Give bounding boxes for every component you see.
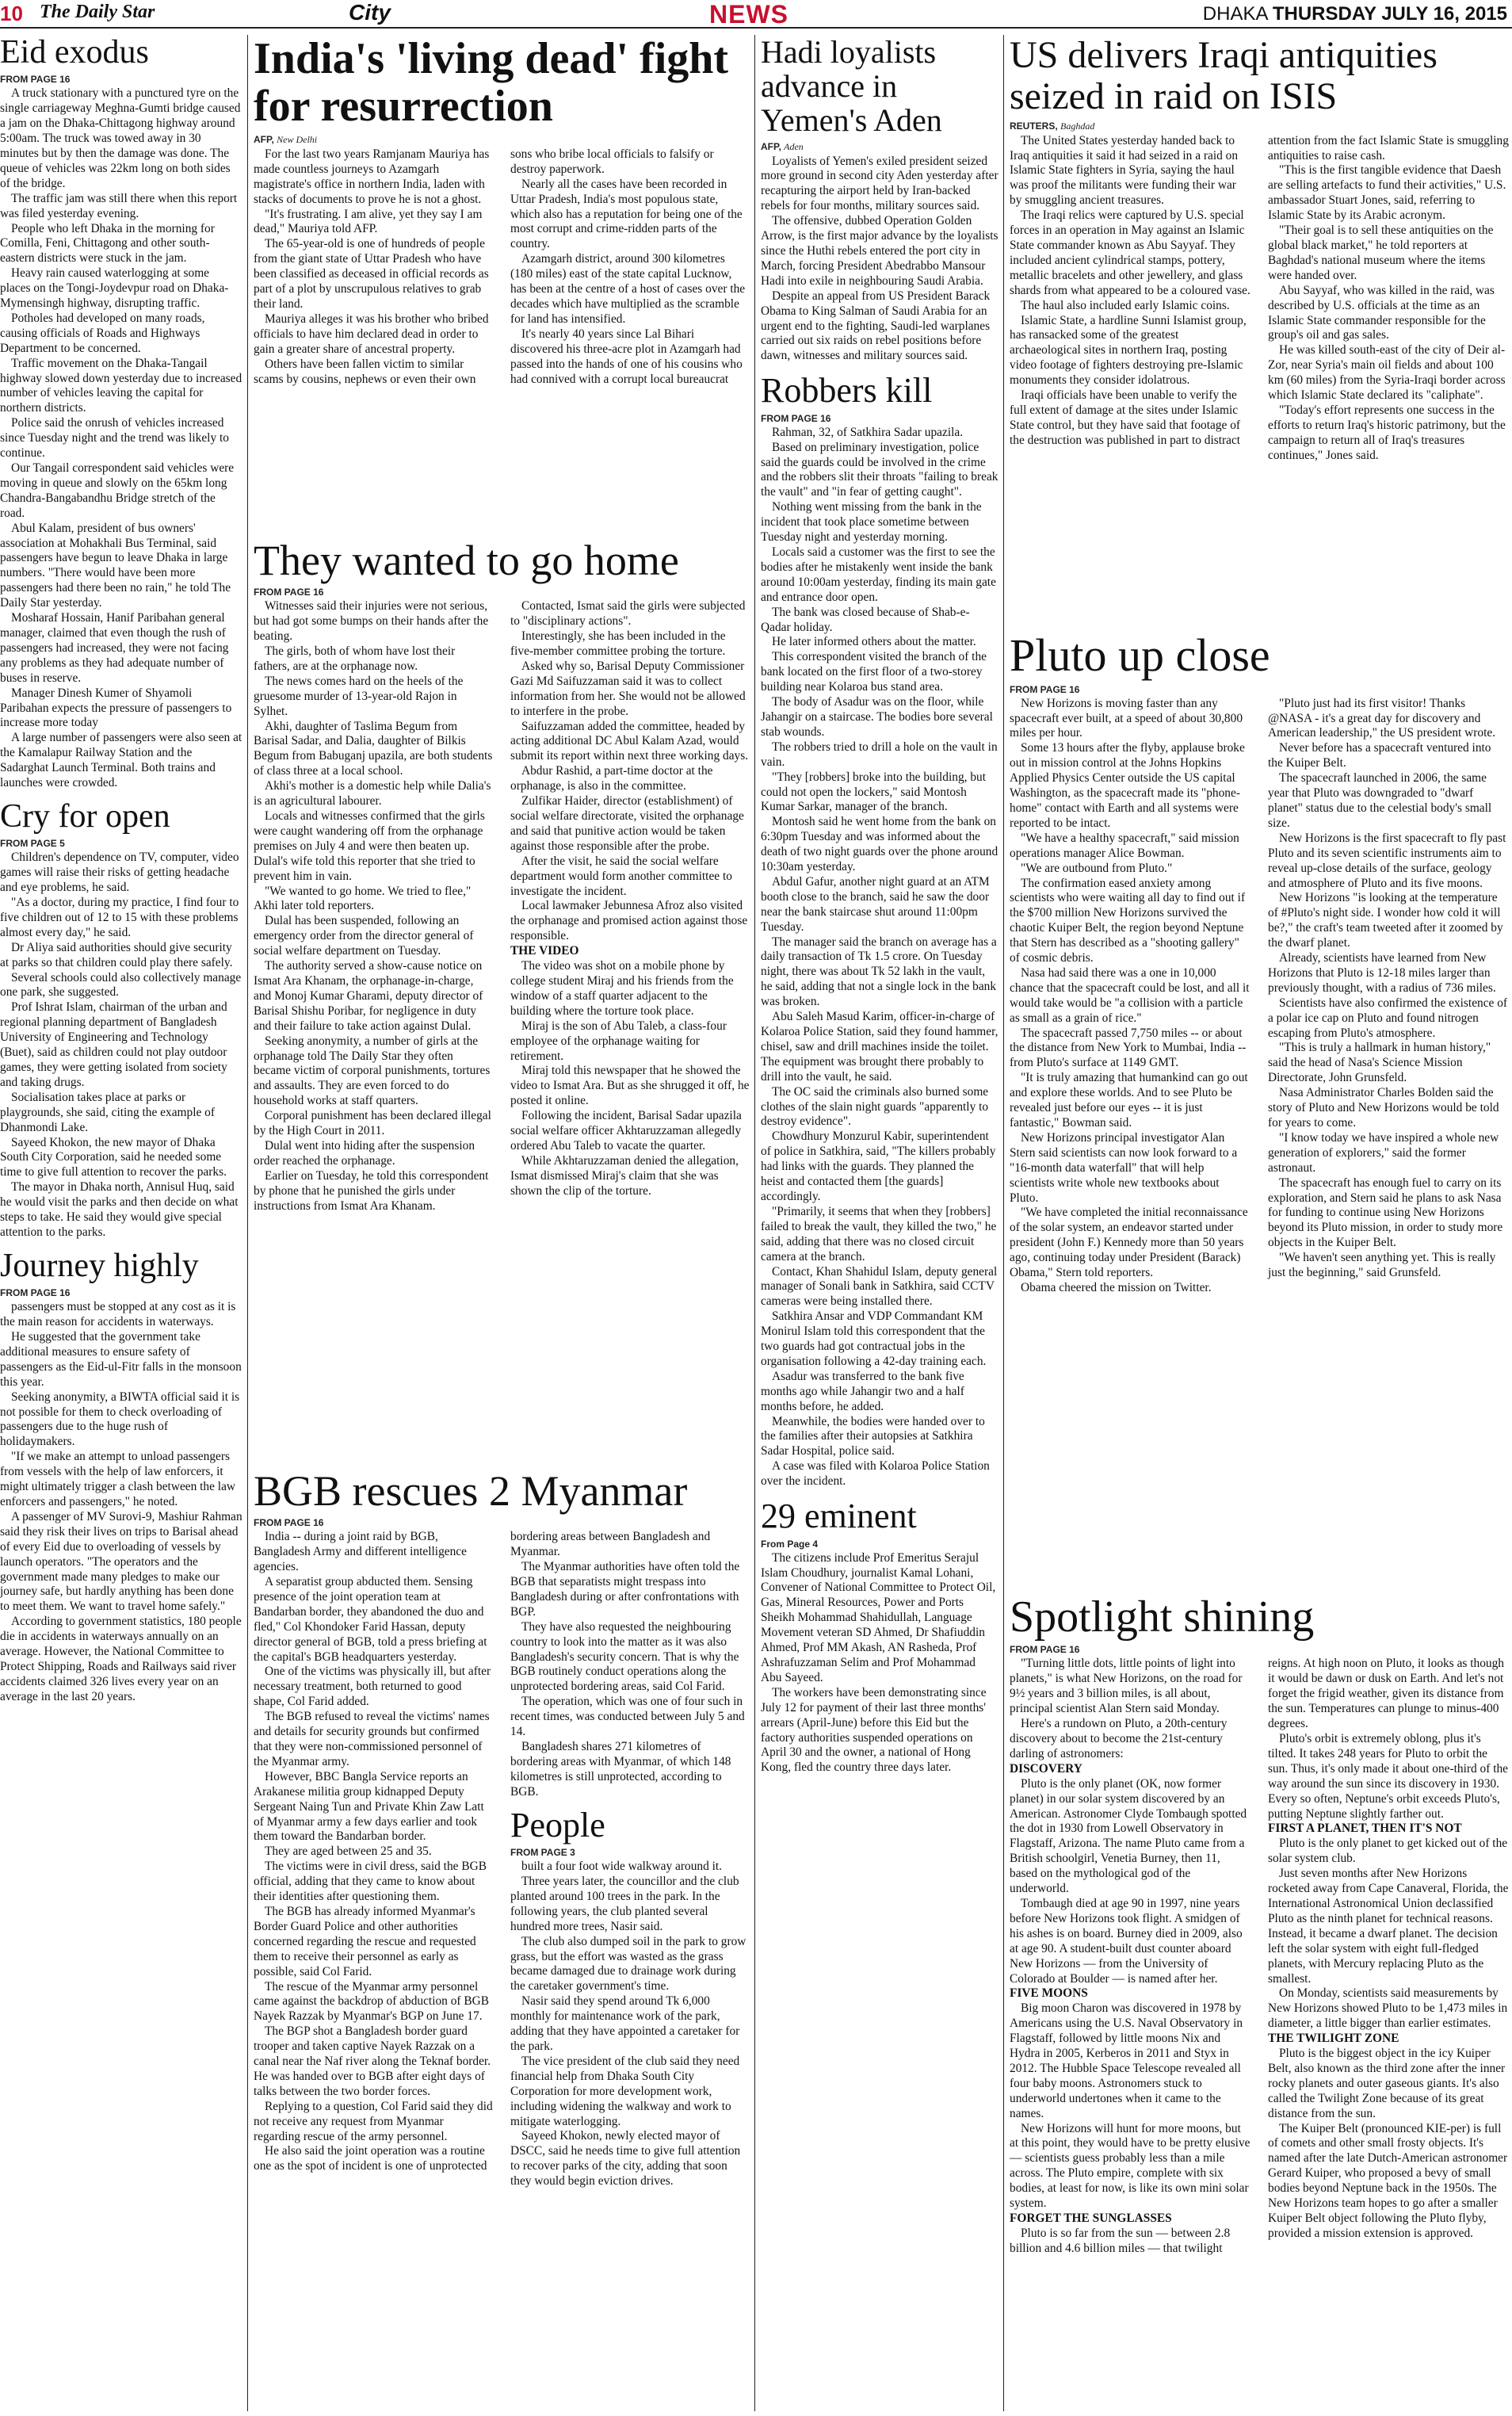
page-number: 10 [0,2,23,25]
source-line: FROM PAGE 16 [0,74,71,86]
paragraph: The traffic jam was still there when this report was filed yesterday evening. [0,191,238,220]
paragraph: Obama cheered the mission on Twitter. [1021,1280,1212,1294]
paragraph: The operation, which was one of four such in recent times, was conducted between July 5 and 14. [510,1695,745,1739]
source-line: FROM PAGE 16 [761,412,831,424]
paragraph: Three years later, the councillor and the club planted around 100 trees in the park. In the following years, the club planted several hundred more trees, Nasir said. [510,1875,739,1933]
headline: Robbers kill [761,371,933,411]
paragraph: The haul also included early Islamic coins. [1021,298,1230,312]
paragraph: Nasa Administrator Charles Bolden said the story of Pluto and New Horizons would be told for years to come. [1268,1086,1499,1130]
paragraph: built a four foot wide walkway around it. [521,1860,723,1874]
paragraph: Contacted, Ismat said the girls were subjected to "disciplinary actions". [510,599,746,629]
paragraph: Pluto is so far from the sun — between 2.8 billion and 4.6 billion miles — that twilight reigns. At high noon on Pluto, it looks as though it would be dawn or dusk on Earth. And let's not forget the frigid weather, given its distance from the sun. Temperatures can plunge to minus-400 degrees. [1010,1657,1504,2255]
story-body [254,1530,750,2410]
paragraph: "I know today we have inspired a whole new generation of explorers," said the former astronaut. [1268,1130,1499,1175]
agency: AFP, [761,140,781,152]
paragraph: The United States yesterday handed back to Iraq antiquities it said it had seized in a raid on Islamic State fighters in Syria, saying the haul was proof the militants were funding their war by smuggling ancient treasures. [1010,133,1239,208]
paragraph: Abdur Rashid, a part-time doctor at the orphanage, is also in the committee. [510,764,713,793]
paragraph: Dr Aliya said authorities should give security at parks so that children could play there safely. [0,940,233,969]
paragraph: On Monday, scientists said measurements by New Horizons showed Pluto to be 1,473 miles in diameter, a little bigger than earlier estimates. [1268,1986,1508,2031]
story-body [1010,134,1509,464]
paragraph: He also said the joint operation was a routine one as the spot of incident is one of unprotected bordering areas between Bangladesh and Myanmar. [254,1530,711,2173]
paragraph: Mosharaf Hossain, Hanif Paribahan general manager, claimed that even though the rush of passengers had increased, they were not facing any problems as they had adequate number of buses in reserve. [0,611,229,685]
page-header [0,0,1512,29]
paragraph: People who left Dhaka in the morning for Comilla, Feni, Chittagong and other south-eastern districts were stuck in the jam. [0,221,215,266]
paragraph: Pluto is the only planet (OK, now former planet) in our solar system discovered by an American. Astronomer Clyde Tombaugh spotted the dot in 1930 from Lowell Observatory in Flagstaff, Arizona. The name Pluto came from a British schoolgirl, Venetia Burney, then 11, based on the mythological god of the underworld. [1010,1776,1247,1896]
paragraph: They have also requested the neighbouring country to look into the matter as it was also Bangladesh's security concern. That is why the BGB routinely conduct operations along the unprotected bordering areas, said Col Farid. [510,1619,739,1694]
story-body [254,147,750,388]
city-name: DHAKA [1202,3,1268,25]
paragraph: The robbers tried to drill a hole on the vault in vain. [761,740,998,769]
paragraph: Abu Sayyaf, who was killed in the raid, was described by U.S. officials at the time as an Islamic State commander responsible for the group's oil and gas sales. [1268,283,1495,342]
story-pluto [1010,631,1509,1582]
story-india [254,35,750,526]
headline: US delivers Iraqi antiquities seized in raid on ISIS [1010,35,1438,117]
paragraphs [1268,2047,1509,2242]
paragraph: Just seven months after New Horizons rocketed away from Cape Canaveral, Florida, the International Astronomical Union declassified Pluto as the ninth planet for technical reasons. Instead, it became a dwarf planet. The decision left the solar system with eight full-fledged planets, with Mercury replacing Pluto as the smallest. [1268,1867,1509,1986]
paragraph: "We haven't seen anything yet. This is really just the beginning," said Grunsfeld. [1268,1251,1496,1280]
paragraph: Nasir said they spend around Tk 6,000 monthly for maintenance work of the park, adding that they have appointed a caretaker for the park. [510,1994,740,2054]
paragraph: Contact, Khan Shahidul Islam, deputy general manager of Sonali bank in Satkhira, said CCTV cameras were being installed there. [761,1264,998,1309]
paragraph: Sayeed Khokon, the new mayor of Dhaka South City Corporation, said he needed some time to give full attention to recover the parks. [0,1135,227,1179]
paragraph: Akhi, daughter of Taslima Begum from Barisal Sadar, and Dalia, daughter of Bilkis Begum from Babuganj upazila, are both students of class three at a local school. [254,719,493,778]
paragraph: A truck stationary with a punctured tyre on the single carriageway Meghna-Gumti bridge caused a jam on the Dhaka-Chittagong highway around 5:00am. The truck was towed away in 30 minutes but by then the damage was done. The queue of vehicles was 22km long on both sides of the bridge. [0,86,241,190]
paragraph: Replying to a question, Col Farid said they did not receive any request from Myanmar regarding rescue of the army personnel. [254,2099,493,2143]
paragraph: The video was shot on a mobile phone by college student Miraj and his friends from the window of a staff quarter adjacent to the building where the torture took place. [510,959,734,1018]
byline [1010,120,1509,132]
dateline [1203,3,1507,25]
paragraph: Locals and witnesses confirmed that the girls were caught wandering off from the orphanage premises on July 4 and were then beaten up. Dulal's wife told this reporter that she tried to prevent him in vain. [254,809,485,883]
subhead: DISCOVERY [1010,1761,1082,1776]
paragraph: "We wanted to go home. We tried to flee," Akhi later told reporters. [254,884,472,913]
byline [761,141,998,153]
story-body [761,1551,998,1776]
story-body [1010,697,1509,1296]
people-paragraphs [510,1860,750,2189]
paragraph: India -- during a joint raid by BGB, Bangladesh Army and different intelligence agencies. [254,1530,467,1574]
headline: Journey highly [0,1247,199,1284]
paragraph: Loyalists of Yemen's exiled president seized more ground in second city Aden yesterday after recapturing the airport held by Iran-backed rebels for four months, military sources said. [761,154,998,213]
paragraph: They are aged between 25 and 35. [265,1844,432,1859]
paragraph: A separatist group abducted them. Sensing presence of the joint operation team at Bandarban border, they abandoned the duo and fled," Col Khondoker Farid Hassan, deputy director general of BGB, told a press briefing at the capital's BGB headquarters yesterday. [254,1575,487,1664]
left-column [0,35,242,2411]
paragraph: "Primarily, it seems that when they [robbers] failed to break the vault, they killed the two," he said, adding that there was no closed circuit camera at the branch. [761,1204,997,1263]
paragraph: The confirmation eased anxiety among scientists who were waiting all day to find out if the $700 million New Horizons survived the chaotic Kuiper Belt, the region beyond Neptune that Stern has described as a "shooting gallery" of cosmic debris. [1010,876,1246,965]
paragraph: Despite an appeal from US President Barack Obama to King Salman of Saudi Arabia for an urgent end to the fighting, Saudi-led warplanes carried out six raids on rebel positions before dawn, witnesses and military sources said. [761,289,991,363]
story-body [0,851,242,1240]
source-line: FROM PAGE 16 [1010,1644,1080,1656]
paragraph: passengers must be stopped at any cost as it is the main reason for accidents in waterways. [0,1300,236,1329]
middle-right-column [761,35,998,2411]
paragraph: He suggested that the government take additional measures to ensure safety of passengers as the Eid-ul-Fitr falls in the monsoon this year. [0,1330,242,1389]
paragraph: Witnesses said their injuries were not serious, but had got some bumps on their hands after the beating. [254,599,489,644]
paragraphs [1010,2001,1250,2211]
paragraph: Pluto is the biggest object in the icy Kuiper Belt, also known as the third zone after the inner rocky planets and outer gaseous giants. It's also called the Twilight Zone because of its great distance from the sun. [1268,2047,1506,2120]
story-spotlight [1010,1593,1509,2411]
paragraph: Following the incident, Barisal Sadar upazila social welfare officer Akhtaruzzaman allegedly ordered Abu Taleb to vacate the quarter. [510,1109,742,1153]
paragraph: The mayor in Dhaka north, Annisul Huq, said he would visit the parks and then decide on what steps to take. He said they would give special attention to the parks. [0,1180,239,1239]
masthead-logo: The Daily Star [40,2,155,22]
paragraph: The workers have been demonstrating since July 12 for payment of their last three months' arrears (April-June) before this Eid but the factory authorities suspended operations on April 30 and the owner, a national of Hong Kong, fled the country three days later. [761,1685,987,1775]
paragraph: Prof Ishrat Islam, chairman of the urban and regional planning department of Bangladesh University of Engineering and Technology (Buet), said as children could not play outdoor games, they were getting isolated from society and taking drugs. [0,1000,227,1089]
paragraph: Locals said a customer was the first to see the bodies after he mistakenly went inside the bank around 10:00am yesterday, finding its main gate and entrance door open. [761,545,996,604]
story-iraq [1010,35,1509,621]
source-line: FROM PAGE 16 [254,587,324,598]
paragraph: Local lawmaker Jebunnesa Afroz also visited the orphanage and promised action against those responsible. [510,899,748,943]
agency: REUTERS, [1010,120,1058,132]
story-wanted [254,537,750,1457]
place: Baghdad [1060,120,1095,132]
source-line: FROM PAGE 5 [0,838,65,850]
source-line: From Page 4 [761,1538,819,1550]
paragraph: New Horizons principal investigator Alan Stern said scientists can now look forward to a "16-month data waterfall" that will help scientists write whole new textbooks about Pluto. [1010,1130,1238,1205]
paragraph: New Horizons will hunt for more moons, but at this point, they would have to be pretty elusive — scientists guess probably less than a mile across. The Pluto empire, complete with six bodies, at least for now, is like its own mini solar system. [1010,2121,1250,2211]
headline: Eid exodus [0,35,149,71]
paragraph: Police said the onrush of vehicles increased since Tuesday night and the trend was likely to continue. [0,416,229,461]
paragraph: Chowdhury Monzurul Kabir, superintendent of police in Satkhira, said, "The killers probably had links with the guards. They planned the heist and contacted them [the guards] accordingly. [761,1130,996,1203]
paragraph: "We have a healthy spacecraft," said mission operations manager Alice Bowman. [1010,831,1239,860]
paragraph: Others have been fallen victim to similar scams by cousins, nephews or even their own sons who bribe local officials to falsify or destroy paperwork. [254,147,714,386]
paragraph: Big moon Charon was discovered in 1978 by Americans using the U.S. Naval Observatory in Flagstaff, followed by little moons Nix and Hydra in 2005, Kerberos in 2011 and Styx in 2012. The Hubble Space Telescope revealed all four baby moons. Astronomers stuck to underworld undertones when it came to the names. [1010,2001,1243,2120]
paragraph: The spacecraft launched in 2006, the same year that Pluto was downgraded to "dwarf planet" status due to the celestial body's small size. [1268,771,1492,830]
paragraph: He was killed south-east of the city of Deir al-Zor, near Syria's main oil fields and about 100 km (60 miles) from the Syria-Iraqi border across which Islamic State declared its "caliphate". [1268,343,1506,403]
headline: Cry for open [0,797,170,835]
paragraph: "Pluto just had its first visitor! Thanks @NASA - it's a great day for discovery and American leadership," the US president wrote. [1268,696,1496,740]
paragraph: The spacecraft has enough fuel to carry on its exploration, and Stern said he plans to ask Nasa for funding to continue using New Horizons beyond its Pluto mission, in order to study more objects in the Kuiper Belt. [1268,1176,1503,1250]
story-body [761,426,998,1489]
paragraph: Rahman, 32, of Satkhira Sadar upazila. [772,425,964,439]
paragraph: Based on preliminary investigation, police said the guards could be involved in the crime and the robbers slit their throats "failing to break the vault" and "in fear of getting caught". [761,440,998,499]
paragraph: The rescue of the Myanmar army personnel came against the backdrop of abduction of BGB Nayek Razzak by Myanmar's BGP on June 17. [254,1979,490,2024]
paragraph: "Turning little dots, little points of light into planets," is what New Horizons, on the road for 9½ years and 3 billion miles, is all about, principal scientist Alan Stern said Monday. [1010,1657,1243,1716]
paragraph: According to government statistics, 180 people die in accidents in waterways annually on an average. However, the National Committee to Protect Shipping, Roads and Railways said river accidents claimed 326 lives every year on an average in the last 20 years. [0,1615,242,1703]
paragraph: This correspondent visited the branch of the bank located on the first floor of a two-storey building near Kolaroa bus stand area. [761,650,987,694]
paragraph: A large number of passengers were also seen at the Kamalapur Railway Station and the Sadarghat Launch Terminal. Both trains and launches were crowded. [0,731,242,790]
paragraph: The club also dumped soil in the park to grow grass, but the effort was wasted as the grass became damaged due to drainage work during the caretaker government's time. [510,1934,746,1994]
paragraph: The manager said the branch on average has a daily transaction of Tk 1.5 crore. On Tuesday night, there was about Tk 52 lakh in the vault, he said, adding that not a single lock in the bank was broken. [761,935,997,1009]
paragraph: "Their goal is to sell these antiquities on the global black market," he told reporters at Baghdad's national museum where the items were handed over. [1268,224,1494,282]
paragraph: Socialisation takes place at parks or playgrounds, she said, citing the example of Dhanmondi Lake. [0,1090,215,1134]
place: New Delhi [277,133,318,145]
paragraph: Abdul Gafur, another night guard at an ATM booth close to the branch, said he saw the door near the bank staircase shut around 11:00pm Tuesday. [761,874,990,934]
paragraph: Dulal went into hiding after the suspension order reached the orphanage. [254,1138,475,1168]
paragraph: The body of Asadur was on the floor, while Jahangir on a staircase. The bodies bore several stab wounds. [761,695,993,739]
paragraph: Potholes had developed on many roads, causing officials of Roads and Highways Department to be concerned. [0,311,205,355]
byline [254,134,750,146]
paragraph: Saifuzzaman added the committee, headed by acting additional DC Abul Kalam Azad, would submit its report within next three working days. [510,719,749,763]
story-journey [0,1248,242,1705]
story-body [254,599,750,1214]
headline: BGB rescues 2 Myanmar [254,1468,688,1515]
headline: 29 eminent [761,1497,917,1536]
column-rule [1003,35,1004,2411]
source-line: FROM PAGE 16 [0,1287,71,1299]
people-headline: People [510,1805,605,1844]
paragraph: The citizens include Prof Emeritus Serajul Islam Choudhury, journalist Kamal Lohani, Convener of National Committee to Protect Oil, Gas, Mineral Resources, Power and Ports Sheikh Mohammad Shahidullah, Language Movement veteran SD Ahmed, Dr Shafiuddin Ahmed, Prof MM Akash, AN Rasheda, Prof Ashrafuzzaman Selim and Prof Mohammad Abu Sayeed. [761,1550,996,1684]
paragraph: "It is truly amazing that humankind can go out and explore these worlds. And to see Pluto be revealed just before our eyes -- it is just fantastic," Bowman said. [1010,1071,1248,1130]
paragraph: The spacecraft passed 7,750 miles -- or about the distance from New York to Mumbai, India -- from Pluto's surface at 1149 GMT. [1010,1026,1247,1070]
paragraph: Corporal punishment has been declared illegal by the High Court in 2011. [254,1109,491,1138]
paragraph: "They [robbers] broke into the building, but could not open the lockers," said Montosh Kumar Sarkar, manager of the branch. [761,770,987,814]
story-eminent [761,1497,998,1776]
paragraph: Manager Dinesh Kumer of Shyamoli Paribahan expects the pressure of passengers to increase more today [0,686,232,730]
paragraph: "If we make an attempt to unload passengers from vessels with the help of law enforcers, it might ultimately trigger a clash between the law enforcers and passengers," he noted. [0,1450,236,1509]
paragraph: Nasa had said there was a one in 10,000 chance that the spacecraft could be lost, and all it would take would be "a collision with a particle as small as a grain of rice." [1010,965,1250,1025]
paragraph: Here's a rundown on Pluto, a 20th-century discovery about to become the 21st-century darling of astronomers: [1010,1717,1228,1760]
story-hadi [761,35,998,364]
paragraph: A passenger of MV Surovi-9, Mashiur Rahman said they risk their lives on trips to Barisal ahead of every Eid due to overloading of vessels by launch operators. "The operators and the government made many pledges to make our journey safe, but hardly anything has been done to meet them. We want to travel home safely." [0,1509,242,1614]
paragraph: New Horizons is moving faster than any spacecraft ever built, at a speed of about 30,800 miles per hour. [1010,696,1243,740]
paragraph: Already, scientists have learned from New Horizons that Pluto is 12-18 miles larger than previously thought, with a radius of 736 miles. [1268,951,1496,995]
source-line: FROM PAGE 16 [1010,683,1080,695]
subhead: THE VIDEO [510,944,579,958]
headline: They wanted to go home [254,537,679,584]
issue-date: THURSDAY JULY 16, 2015 [1272,3,1507,25]
paragraph: Several schools could also collectively manage one park, she suggested. [0,970,242,1000]
paragraphs [1268,1837,1509,2032]
agency: AFP, [254,133,274,145]
headline: Pluto up close [1010,631,1270,681]
paragraph: The victims were in civil dress, said the BGB official, adding that they came to know about their identities after questioning them. [254,1860,487,1904]
paragraph: "Today's effort represents one success in the efforts to return Iraq's historic patrimony, but the campaign to return all of Iraq's treasures continues," Jones said. [1268,403,1506,462]
story-bgb [254,1468,750,2411]
paragraph: Asked why so, Barisal Deputy Commissioner Gazi Md Saifuzzaman said it was to collect information from her. She would not be allowed to interfere in the probe. [510,659,746,718]
paragraph: Abul Kalam, president of bus owners' association at Mohakhali Bus Terminal, said passengers have begun to leave Dhaka in large numbers. "There would have been more passengers had there been no rain," he told The Daily Star yesterday. [0,521,231,610]
paragraph: Miraj told this newspaper that he showed the video to Ismat Ara. But as she shrugged it off, he posted it online. [510,1064,750,1108]
paragraph: Iraqi officials have been unable to verify the full extent of damage at the sites under Islamic State control, but they have said that footage of the destruction was published in part to distract attention from the fact Islamic State is smuggling antiquities to raise cash. [1010,133,1509,447]
subhead: FORGET THE SUNGLASSES [1010,2211,1172,2225]
paragraphs [1010,1777,1250,1987]
paragraph: Islamic State, a hardline Sunni Islamist group, has ransacked some of the greatest archaeological sites in northern Iraq, posting video footage of fighters destroying pre-Islamic monuments they consider idolatrous. [1010,313,1247,388]
paragraph: The BGB has already informed Myanmar's Border Guard Police and other authorities concerned regarding the rescue and requested them to receive their personnel as early as possible, said Col Farid. [254,1904,476,1978]
paragraph: The girls, both of whom have lost their fathers, are at the orphanage now. [254,644,456,673]
paragraph: Some 13 hours after the flyby, applause broke out in mission control at the Johns Hopkins Applied Physics Center outside the US capital Washington, as the spacecraft made its "phone-home" contact with Earth and all systems were reported to be intact. [1010,741,1245,830]
paragraph: The BGB refused to reveal the victims' names and details for security grounds but confirmed that they were non-commissioned personnel of the Myanmar army. [254,1710,490,1768]
paragraph: Pluto's orbit is extremely oblong, plus it's tilted. It takes 248 years for Pluto to orbit the sun. Thus, it's only made it about one-third of the way around the sun since its discovery in 1930. Every so often, Neptune's orbit exceeds Pluto's, putting Neptune slightly farther out. [1268,1732,1508,1821]
paragraph: The news comes hard on the heels of the gruesome murder of 13-year-old Rajon in Sylhet. [254,674,464,718]
source-line: FROM PAGE 16 [254,1517,324,1529]
paragraph: The Iraqi relics were captured by U.S. special forces in an operation in May against an Islamic State commander known as Abu Sayyaf. They included ancient cylindrical stamps, pottery, metallic bracelets and other jewellery, and glass shards from what appeared to be a coloured vase. [1010,208,1250,297]
paragraph: "We have completed the initial reconnaissance of the solar system, an endeavor started under president (John F.) Kennedy more than 50 years ago, continuing today under President (Barack) Obama," Stern told reporters. [1010,1206,1248,1280]
headline: Spotlight shining [1010,1593,1315,1642]
paragraph: Abu Saleh Masud Karim, officer-in-charge of Kolaroa Police Station, said they found hammer, chisel, saw and drill machines inside the toilet. The equipment was brought there probably to drill into the vault, he said. [761,1010,998,1084]
paragraph: "As a doctor, during my practice, I find four to five children out of 12 to 15 with these problems almost every day," he said. [0,896,239,939]
story-body [0,1300,242,1704]
paragraph: Meanwhile, the bodies were handed over to the families after their autopsies at Satkhira Sadar Hospital, police said. [761,1414,985,1458]
paragraph: He later informed others about the matter. [772,635,976,649]
column-rule [754,35,755,2411]
subhead: FIRST A PLANET, THEN IT'S NOT [1268,1822,1462,1836]
paragraph: Traffic movement on the Dhaka-Tangail highway slowed down yesterday due to increased number of vehicles leaving the capital for northern districts. [0,356,242,415]
paragraph: The vice president of the club said they need financial help from Dhaka South City Corporation for more development work, including widening the walkway and work to mitigate waterlogging. [510,2054,740,2128]
paragraph: The BGP shot a Bangladesh border guard trooper and taken captive Nayek Razzak on a canal near the Naf river along the Teknaf border. He was handed over to BGB after eight days of talks between the two border forces. [254,2024,491,2098]
paragraph: For the last two years Ramjanam Mauriya has made countless journeys to Azamgarh magistrate's office in northern India, laden with stacks of documents to prove he is not a ghost. [254,147,490,206]
paragraph: Tombaugh died at age 90 in 1997, nine years before New Horizons took flight. A smidgen of his ashes is on board. Burney died in 2009, also at age 90. A student-built dust counter aboard New Horizons — from the University of Colorado at Boulder — is named after her. [1010,1896,1243,1986]
paragraph: Heavy rain caused waterlogging at some places on the Tongi-Joydevpur road on Dhaka-Mymensingh highway, disrupting traffic. [0,266,229,311]
paragraphs [510,959,750,1199]
story-eid [0,35,242,791]
paragraph: The 65-year-old is one of hundreds of people from the giant state of Uttar Pradesh who have been classified as deceased in official records as part of a plot by unscrupulous relatives to grab their land. [254,237,489,311]
source-line: FROM PAGE 3 [510,1847,575,1859]
paragraph: Satkhira Ansar and VDP Commandant KM Monirul Islam told this correspondent that the two guards had got contractual jobs in the organisation following a 42-day training each. [761,1309,987,1368]
headline: Hadi loyalists advance in Yemen's Aden [761,35,942,139]
paragraph: The bank was closed because of Shab-e-Qadar holiday. [761,605,970,634]
paragraph: Bangladesh shares 271 kilometres of bordering areas with Myanmar, of which 148 kilometres is still unprotected, according to BGB. [510,1740,731,1799]
paragraph: Our Tangail correspondent said vehicles were moving in queue and slowly on the 65km long Chandra-Bangabandhu Bridge stretch of the road. [0,461,235,520]
paragraph: Never before has a spacecraft ventured into the Kuiper Belt. [1268,741,1491,770]
paragraph: Zulfikar Haider, director (establishment) of social welfare directorate, visited the orphanage and said that punitive action would be taken against those responsible after the probe. [510,794,744,853]
paragraph: Azamgarh district, around 300 kilometres (180 miles) east of the state capital Lucknow, has been at the centre of a host of cases over the decades which have multiplied as the scramble for land has intensified. [510,252,746,326]
paragraph: Interestingly, she has been included in the five-member committee probing the torture. [510,629,726,659]
story-body [0,86,242,791]
section-name: City [349,0,391,25]
paragraph: "We are outbound from Pluto." [1021,861,1173,875]
story-body [1010,1657,1509,2256]
subhead: FIVE MOONS [1010,1986,1088,2001]
paragraph: The authority served a show-cause notice on Ismat Ara Khanam, the orphanage-in-charge, and Monoj Kumar Gharami, deputy director of Barisal Shishu Poribar, for negligence in duty and their failure to take action against Dulal. [254,959,483,1033]
paragraph: Miraj is the son of Abu Taleb, a class-four employee of the orphanage waiting for retirement. [510,1019,727,1063]
place: Aden [784,140,804,152]
paragraph: It's nearly 40 years since Lal Bihari discovered his three-acre plot in Azamgarh had passed into the hands of one of his cousins who had connived with a corrupt local bureaucrat [510,327,743,386]
story-cry [0,799,242,1240]
paragraph: Sayeed Khokon, newly elected mayor of DSCC, said he needs time to give full attention to recover parks of the city, adding that soon they would begin eviction drives. [510,2129,741,2189]
story-body [761,155,998,365]
subhead: THE TWILIGHT ZONE [1268,2032,1399,2046]
paragraph: The OC said the criminals also burned some clothes of the slain night guards "apparently to destroy evidence". [761,1084,989,1129]
paragraph: The Kuiper Belt (pronounced KIE-per) is full of comets and other small frosty objects. It's named after the late Dutch-American astronomer Gerard Kuiper, who proposed a bevy of small bodies beyond Neptune back in the 1950s. The New Horizons team hopes to go after a smaller Kuiper Belt object following the Pluto flyby, provided a mission extension is approved. [1268,2121,1508,2240]
paragraph: Earlier on Tuesday, he told this correspondent by phone that he punished the girls under instructions from Ismat Ara Khanam. [254,1168,489,1213]
paragraph: "It's frustrating. I am alive, yet they say I am dead," Mauriya told AFP. [254,207,483,236]
story-robbers [761,372,998,1489]
paragraph: New Horizons is the first spacecraft to fly past Pluto and its seven scientific instruments aim to reveal up-close details of the surface, geology and atmosphere of Pluto and its five moons. [1268,831,1506,890]
paragraph: However, BBC Bangla Service reports an Arakanese militia group kidnapped Deputy Sergeant Naing Tun and Private Khin Zaw Latt of Myanmar army a few days earlier and took them toward the Bandarban border. [254,1769,484,1844]
column-rule [247,35,248,2411]
paragraph: Nearly all the cases have been recorded in Uttar Pradesh, India's most populous state, which also has a reputation for being one of the most corrupt and crime-ridden parts of the country. [510,177,743,251]
paragraph: Montosh said he went home from the bank on 6:30pm Tuesday and was informed about the death of two night guards over the phone around 10:30am yesterday. [761,815,998,874]
paragraph: New Horizons "is looking at the temperature of #Pluto's night side. I wonder how cold it will be?," the craft's team tweeted after it zoomed by the dwarf planet. [1268,891,1503,950]
paragraph: Nothing went missing from the bank in the incident that took place sometime between Tuesday night and yesterday morning. [761,500,982,545]
paragraph: Seeking anonymity, a number of girls at the orphanage told The Daily Star they often became victim of corporal punishments, tortures and assaults. They are even forced to do household works at staff quarters. [254,1034,491,1108]
paragraph: A case was filed with Kolaroa Police Station over the incident. [761,1459,990,1489]
paragraph: The Myanmar authorities have often told the BGB that separatists might trespass into Bangladesh during or after confrontations with BGP. [510,1560,740,1619]
paragraph: "This is truly a hallmark in human history," said the head of Nasa's Science Mission Directorate, John Grunsfeld. [1268,1041,1491,1085]
paragraph: Children's dependence on TV, computer, video games will raise their risks of getting headache and eye problems, he said. [0,851,239,895]
paragraph: Akhi's mother is a domestic help while Dalia's is an agricultural labourer. [254,779,491,809]
paragraph: One of the victims was physically ill, but after necessary treatment, both returned to good shape, Col Farid added. [254,1665,491,1709]
paragraph: Pluto is the only planet to get kicked out of the solar system club. [1268,1837,1508,1866]
paragraph: The offensive, dubbed Operation Golden Arrow, is the first major advance by the loyalists since the Huthi rebels entered the port city in March, forcing President Abedrabbo Mansour Hadi into exile in neighbouring Saudi Arabia. [761,214,998,288]
paragraph: Dulal has been suspended, following an emergency order from the director general of social welfare department on Tuesday. [254,914,474,958]
section-label: NEWS [709,0,788,29]
paragraph: Asadur was transferred to the bank five months ago while Jahangir two and a half months before, he added. [761,1369,964,1413]
paragraph: Mauriya alleges it was his brother who bribed officials to have him declared dead in order to gain a greater share of ancestral property. [254,312,489,356]
paragraph: After the visit, he said the social welfare department would form another committee to investigate the incident. [510,854,732,898]
headline: India's 'living dead' fight for resurrection [254,35,729,132]
paragraph: While Akhtaruzzaman denied the allegation, Ismat dismissed Miraj's claim that she was shown the clip of the torture. [510,1153,739,1198]
paragraph: Scientists have also confirmed the existence of a polar ice cap on Pluto and found nitrogen escaping from Pluto's atmosphere. [1268,996,1508,1040]
paragraphs [1010,1657,1250,1761]
paragraph: "This is the first tangible evidence that Daesh are selling artefacts to fund their activities," U.S. ambassador Stuart Jones, said, referring to Islamic State by its Arabic acronym. [1268,163,1506,223]
paragraph: Seeking anonymity, a BIWTA official said it is not possible for them to check overloading of passengers due to the huge rush of holidaymakers. [0,1390,240,1449]
